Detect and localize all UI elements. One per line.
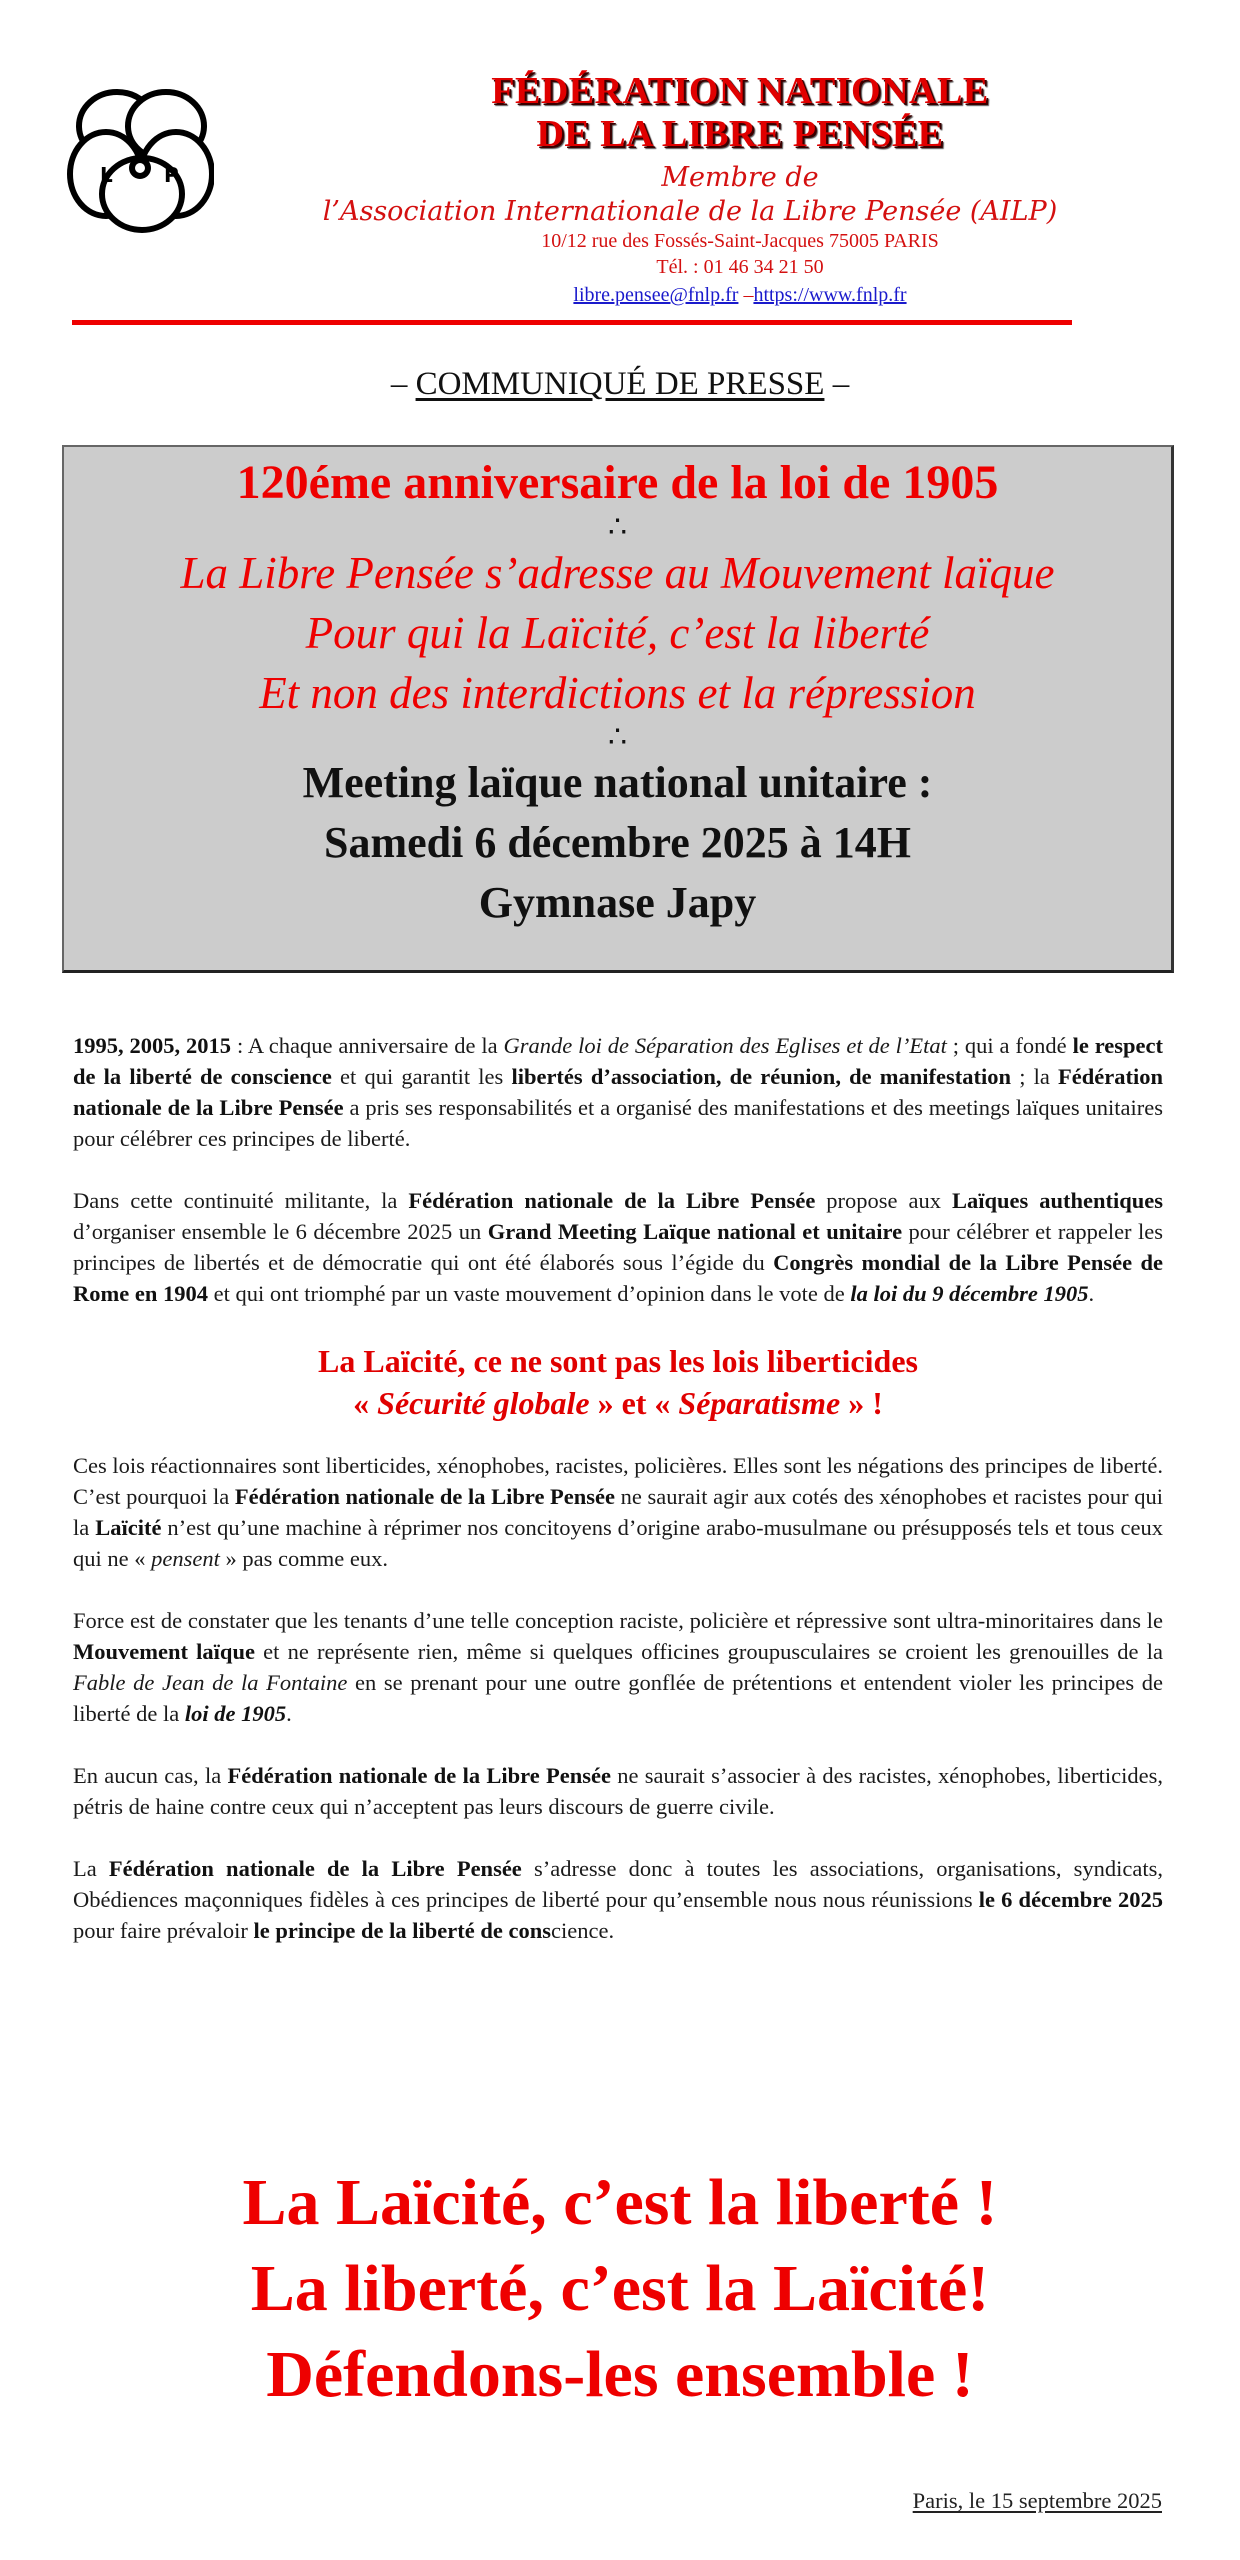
section-heading-line1: La Laïcité, ce ne sont pas les lois liberticides bbox=[318, 1343, 918, 1379]
lfp-pansy-logo-icon bbox=[64, 84, 214, 234]
website-link[interactable]: https://www.fnlp.fr bbox=[753, 284, 907, 306]
postal-address: 10/12 rue des Fossés-Saint-Jacques 75005 PARIS bbox=[541, 230, 939, 252]
text-run: ne saurait agir aux cotés des xénophobes et racistes pour qui la bbox=[73, 1484, 1163, 1540]
text-run: Sécurité globale bbox=[377, 1385, 590, 1421]
text-run: Laïques authentiques bbox=[951, 1188, 1164, 1213]
body-text bbox=[73, 1030, 1163, 1977]
text-run: Grande loi de Séparation des Eglises et de l’Etat bbox=[503, 1033, 947, 1058]
text-run: Laïcité bbox=[95, 1515, 162, 1540]
text-run: Fédération nationale de la Libre Pensée bbox=[408, 1188, 816, 1213]
text-run: en se prenant pour une outre gonflée de prétentions et entendent violer les principes de liberté de la bbox=[73, 1670, 1163, 1726]
header-divider bbox=[72, 320, 1072, 325]
text-run: Mouvement laïque bbox=[73, 1639, 255, 1664]
text-run: Grand Meeting Laïque national et unitaire bbox=[487, 1219, 903, 1244]
text-run: En aucun cas, la bbox=[73, 1763, 228, 1788]
text-run: et qui garantit les bbox=[331, 1064, 512, 1089]
text-run: cience. bbox=[551, 1918, 615, 1943]
email-link[interactable]: libre.pensee@fnlp.fr bbox=[573, 284, 739, 306]
text-run: . bbox=[1088, 1281, 1095, 1306]
text-run: n’est qu’une machine à réprimer nos concitoyens d’origine arabo-musulmane ou présupposés tels et tous ceux qui ne « bbox=[73, 1515, 1163, 1571]
slogan-line: La liberté, c’est la Laïcité! bbox=[250, 2252, 990, 2325]
headline: 120éme anniversaire de la loi de 1905 bbox=[236, 456, 999, 509]
paragraph bbox=[73, 1450, 1163, 1574]
text-run: pour célébrer et rappeler les principes de libertés et de démocratie qui ont été élaborés sous l’égide du bbox=[73, 1219, 1164, 1275]
slogan-line: La Laïcité, c’est la liberté ! bbox=[242, 2166, 998, 2239]
logo-letter-p: P bbox=[164, 163, 179, 187]
press-release-title: COMMUNIQUÉ DE PRESSE bbox=[415, 366, 825, 402]
text-run: : A chaque anniversaire de la bbox=[231, 1033, 504, 1058]
text-run: Fédération nationale de la Libre Pensée bbox=[234, 1484, 616, 1509]
subtitle-line: Pour qui la Laïcité, c’est la liberté bbox=[305, 608, 930, 658]
text-run: Fédération nationale de la Libre Pensée bbox=[227, 1763, 611, 1788]
subtitle-line: Et non des interdictions et la répression bbox=[259, 668, 976, 718]
text-run: le principe de la liberté de cons bbox=[253, 1918, 552, 1943]
closing-slogans bbox=[0, 2160, 1240, 2418]
slogan-line: Défendons-les ensemble ! bbox=[266, 2338, 974, 2411]
text-run: d’organiser ensemble le 6 décembre 2025 un bbox=[73, 1219, 488, 1244]
text-run: Ces lois réactionnaires sont liberticides, xénophobes, racistes, policières. Elles sont les négations des principes de liberté. C’est pourquoi la bbox=[73, 1453, 1163, 1509]
press-dash-right: – bbox=[824, 366, 850, 402]
org-header bbox=[360, 70, 1120, 196]
text-run: ; qui a fondé bbox=[946, 1033, 1073, 1058]
paragraph bbox=[73, 1030, 1163, 1154]
contact-links bbox=[360, 282, 1120, 308]
text-run: Fable de Jean de la Fontaine bbox=[73, 1670, 348, 1695]
title-box bbox=[62, 445, 1174, 973]
text-run: pour faire prévaloir bbox=[73, 1918, 254, 1943]
text-run: a pris ses responsabilités et a organisé des manifestations et des meetings laïques unitaires pour célébrer ces principes de liberté. bbox=[73, 1095, 1163, 1151]
text-run: pensent bbox=[151, 1546, 220, 1571]
text-run: Fédération nationale de la Libre Pensée bbox=[73, 1064, 1164, 1120]
member-of-label: Membre de bbox=[661, 162, 819, 193]
association-name: l’Association Internationale de la Libre Pensée (AILP) bbox=[322, 196, 1058, 227]
text-run: » ! bbox=[840, 1385, 883, 1421]
text-run: la loi du 9 décembre 1905 bbox=[850, 1281, 1089, 1306]
text-run: et ne représente rien, même si quelques officines groupusculaires se croient les grenouilles de la bbox=[254, 1639, 1163, 1664]
text-run: Force est de constater que les tenants d’une telle conception raciste, policière et répressive sont ultra-minoritaires dans le bbox=[73, 1608, 1163, 1633]
text-run: et qui ont triomphé par un vaste mouvement d’opinion dans le vote de bbox=[207, 1281, 851, 1306]
press-release-label bbox=[0, 364, 1240, 404]
address-block bbox=[360, 228, 1120, 280]
text-run: s’adresse donc à toutes les associations, organisations, syndicats, Obédiences maçonniques fidèles à ces principes de liberté pour qu’ensemble nous nous réunissions bbox=[73, 1856, 1163, 1912]
section-heading-line2 bbox=[73, 1382, 1163, 1424]
link-separator: – bbox=[738, 284, 754, 306]
event-venue: Gymnase Japy bbox=[478, 878, 757, 927]
text-run: libertés d’association, de réunion, de manifestation bbox=[511, 1064, 1012, 1089]
text-run: le respect de la liberté de conscience bbox=[73, 1033, 1163, 1089]
paragraph bbox=[73, 1760, 1163, 1822]
text-run: La bbox=[73, 1856, 109, 1881]
text-run: » pas comme eux. bbox=[219, 1546, 388, 1571]
event-date: Samedi 6 décembre 2025 à 14H bbox=[323, 818, 912, 867]
paragraph bbox=[73, 1853, 1163, 1946]
text-run: Dans cette continuité militante, la bbox=[73, 1188, 409, 1213]
subtitle-line: La Libre Pensée s’adresse au Mouvement laïque bbox=[180, 548, 1055, 598]
press-dash-left: – bbox=[390, 366, 416, 402]
text-run: ; la bbox=[1011, 1064, 1059, 1089]
anniversary-years: 1995, 2005, 2015 bbox=[73, 1033, 232, 1058]
org-name-line1: FÉDÉRATION NATIONALE bbox=[491, 70, 989, 112]
therefore-divider: ∴ bbox=[607, 721, 628, 754]
place-date-signature: Paris, le 15 septembre 2025 bbox=[912, 2488, 1162, 2513]
text-run: loi de 1905 bbox=[184, 1701, 287, 1726]
logo-letter-l: L bbox=[100, 163, 113, 187]
section-heading bbox=[73, 1340, 1163, 1424]
paragraph bbox=[73, 1605, 1163, 1729]
text-run: Séparatisme bbox=[678, 1385, 841, 1421]
paragraph bbox=[73, 1185, 1163, 1309]
text-run: « bbox=[353, 1385, 378, 1421]
event-title: Meeting laïque national unitaire : bbox=[302, 758, 933, 807]
text-run: Fédération nationale de la Libre Pensée bbox=[108, 1856, 522, 1881]
text-run: . bbox=[286, 1701, 292, 1726]
text-run: Congrès mondial de la Libre Pensée de Rome en 1904 bbox=[73, 1250, 1163, 1306]
text-run: » et « bbox=[589, 1385, 679, 1421]
phone-number: Tél. : 01 46 34 21 50 bbox=[656, 256, 824, 278]
org-name-line2: DE LA LIBRE PENSÉE bbox=[536, 113, 944, 155]
text-run: le 6 décembre 2025 bbox=[978, 1887, 1163, 1912]
text-run: ne saurait s’associer à des racistes, xénophobes, liberticides, pétris de haine contre ceux qui n’acceptent pas leurs discours de guerre civile. bbox=[73, 1763, 1163, 1819]
therefore-divider: ∴ bbox=[607, 511, 628, 544]
text-run: propose aux bbox=[815, 1188, 952, 1213]
